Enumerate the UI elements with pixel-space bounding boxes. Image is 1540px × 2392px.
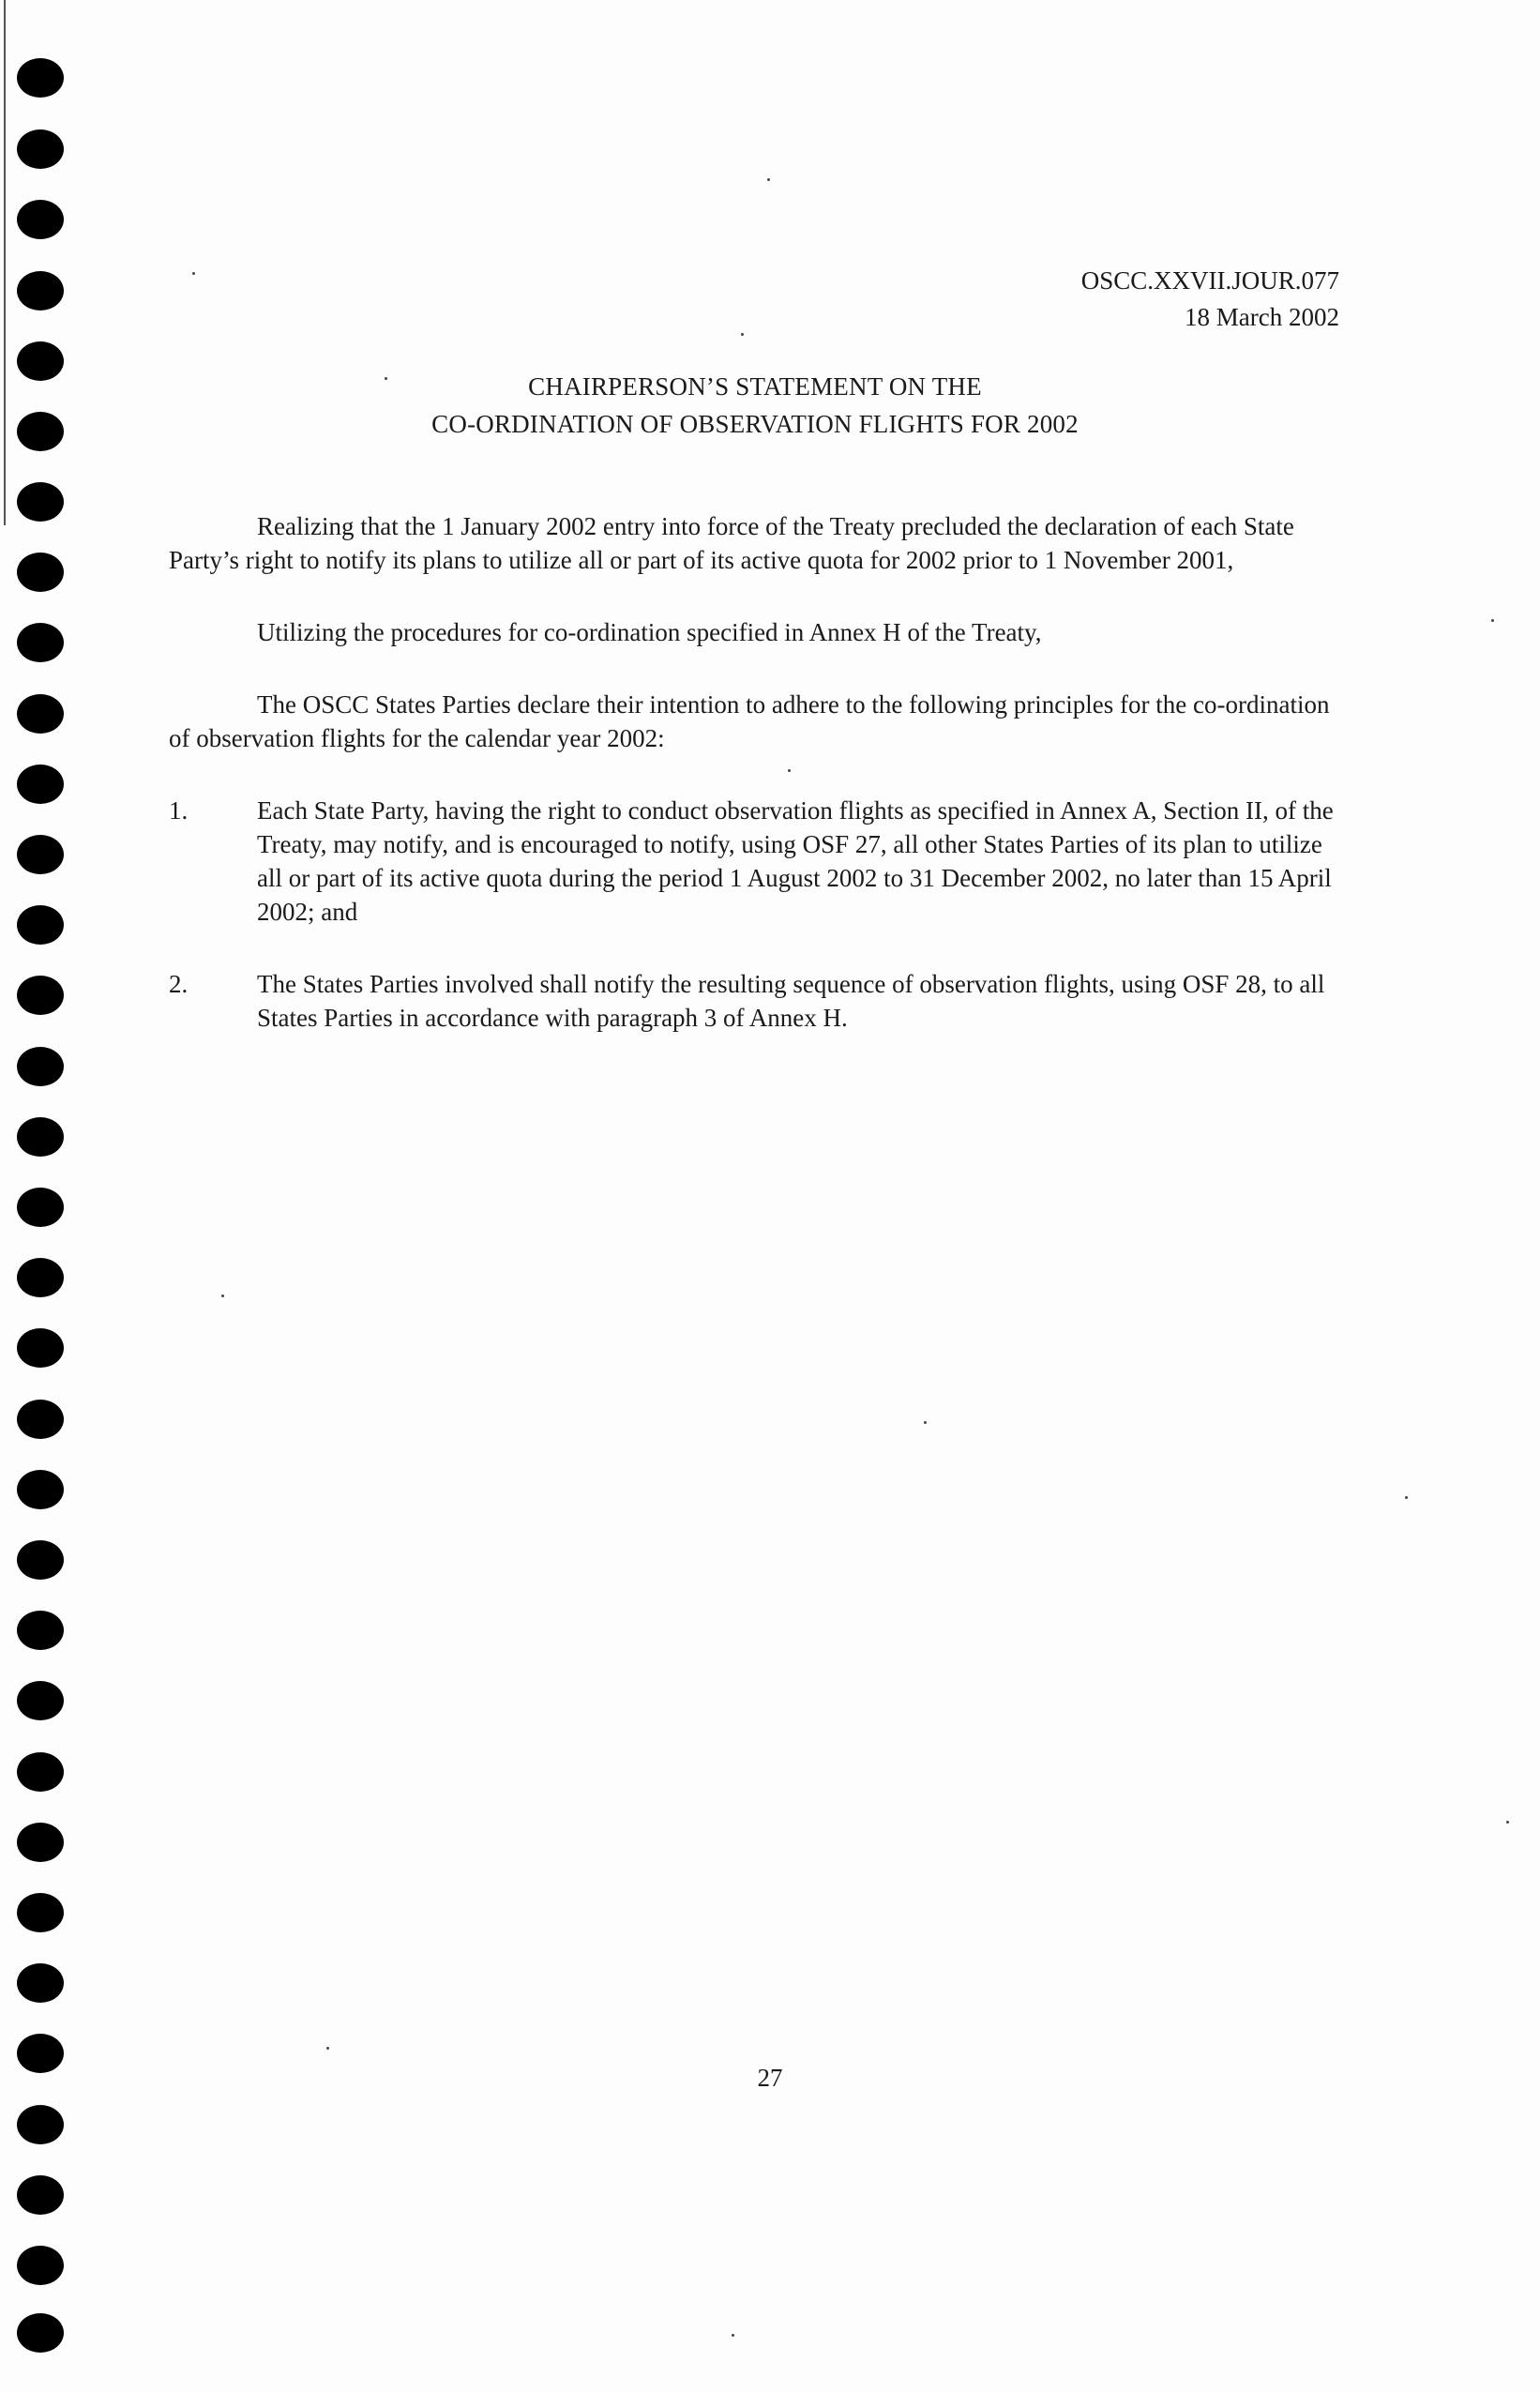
scan-speck — [192, 272, 195, 275]
punch-hole-icon — [17, 694, 64, 734]
paragraph-realizing: Realizing that the 1 January 2002 entry into force of the Treaty precluded the declaration of each State Party’s right to notify its plans to utilize all or part of its active quota for 2002 prior to 1 November 2001, — [169, 512, 1294, 574]
punch-hole-icon — [17, 2246, 64, 2285]
scan-speck — [732, 2334, 734, 2337]
punch-hole-icon — [17, 835, 64, 874]
punch-hole-icon — [17, 1117, 64, 1157]
scan-speck — [326, 2047, 329, 2050]
punch-hole-icon — [17, 2105, 64, 2144]
punch-hole-icon — [17, 1470, 64, 1509]
title-line-1: CHAIRPERSON’S STATEMENT ON THE — [528, 372, 982, 401]
punch-hole-icon — [17, 1963, 64, 2003]
scan-speck — [221, 1294, 224, 1297]
document-header — [1081, 263, 1339, 336]
document-reference: OSCC.XXVII.JOUR.077 — [1080, 266, 1339, 295]
punch-hole-icon — [17, 1823, 64, 1862]
punch-hole-icon — [17, 412, 64, 451]
paragraph-utilizing: Utilizing the procedures for co-ordination specified in Annex H of the Treaty, — [257, 618, 1042, 646]
punch-hole-icon — [17, 2313, 64, 2353]
punch-hole-icon — [17, 765, 64, 804]
punch-hole-icon — [17, 1893, 64, 1932]
punch-hole-icon — [17, 1540, 64, 1580]
page-number: 27 — [757, 2064, 783, 2092]
punch-hole-icon — [17, 482, 64, 522]
document-title — [319, 368, 1191, 443]
item-text: Each State Party, having the right to conduct observation flights as specified in Annex A, Section II, of the Treaty, may notify, and is encouraged to notify, using OSF 27, all other States Parties of its plan to utilize all or part of its active quota during the period 1 August 2002 to 31 December 2002, no later than 15 April 2002; and — [257, 796, 1334, 926]
document-body — [169, 509, 1336, 1073]
punch-hole-icon — [17, 905, 64, 945]
scan-speck — [1491, 619, 1494, 622]
scan-speck — [741, 333, 744, 336]
scan-speck — [1506, 1821, 1509, 1824]
punch-hole-icon — [17, 1611, 64, 1650]
punch-hole-icon — [17, 271, 64, 310]
punch-holes — [0, 0, 94, 2392]
punch-hole-icon — [17, 1681, 64, 1720]
punch-hole-icon — [17, 1258, 64, 1297]
scan-speck — [1405, 1496, 1408, 1499]
item-number: 2. — [169, 970, 189, 998]
document-date: 18 March 2002 — [1185, 303, 1339, 331]
punch-hole-icon — [17, 623, 64, 662]
punch-hole-icon — [17, 553, 64, 592]
punch-hole-icon — [17, 1752, 64, 1792]
punch-hole-icon — [17, 2175, 64, 2215]
punch-hole-icon — [17, 129, 64, 169]
title-line-2: CO-ORDINATION OF OBSERVATION FLIGHTS FOR 2002 — [431, 410, 1079, 438]
punch-hole-icon — [17, 976, 64, 1015]
punch-hole-icon — [17, 341, 64, 381]
punch-hole-icon — [17, 1400, 64, 1439]
scan-speck — [767, 178, 770, 181]
numbered-item — [169, 967, 1336, 1035]
numbered-item — [169, 794, 1336, 929]
punch-hole-icon — [17, 1188, 64, 1227]
punch-hole-icon — [17, 1328, 64, 1368]
punch-hole-icon — [17, 58, 64, 98]
punch-hole-icon — [17, 1047, 64, 1086]
item-text: The States Parties involved shall notify the resulting sequence of observation flights, using OSF 28, to all States Parties in accordance with paragraph 3 of Annex H. — [257, 970, 1325, 1032]
punch-hole-icon — [17, 200, 64, 239]
paragraph-declaration: The OSCC States Parties declare their intention to adhere to the following principles for the co-ordination of observation flights for the calendar year 2002: — [169, 690, 1330, 752]
item-number: 1. — [169, 796, 189, 825]
scan-speck — [924, 1421, 927, 1424]
